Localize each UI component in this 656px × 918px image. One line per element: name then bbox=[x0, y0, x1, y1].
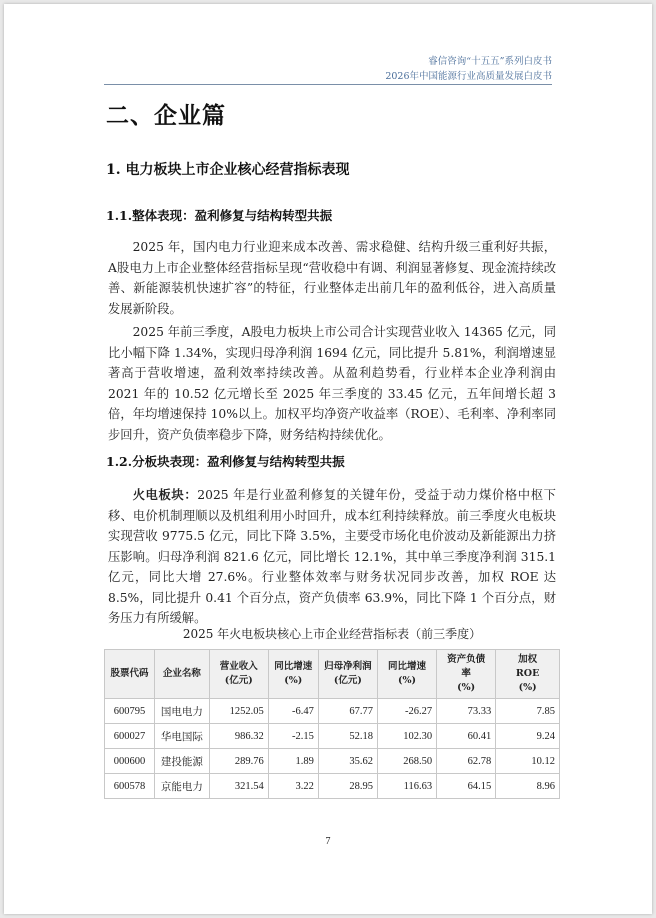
table-cell: 268.50 bbox=[377, 749, 436, 774]
chapter-title: 二、企业篇 bbox=[106, 102, 226, 129]
subsection-heading-2: 1.2.分板块表现：盈利修复与结构转型共振 bbox=[106, 454, 345, 469]
thermal-indicators-table bbox=[104, 649, 560, 799]
paragraph-thermal bbox=[108, 485, 556, 629]
table-cell: 67.77 bbox=[318, 699, 377, 724]
table-header-cell: 股票代码 bbox=[105, 650, 155, 699]
table-cell: -26.27 bbox=[377, 699, 436, 724]
table-header-cell: 同比增速 (%) bbox=[268, 650, 318, 699]
table-body bbox=[105, 699, 560, 799]
table-cell: 3.22 bbox=[268, 774, 318, 799]
table-cell: 8.96 bbox=[496, 774, 560, 799]
header-divider bbox=[104, 84, 552, 85]
subsection-heading-1: 1.1.整体表现：盈利修复与结构转型共振 bbox=[106, 208, 333, 223]
table-row bbox=[105, 749, 560, 774]
table-header-cell: 营业收入 (亿元) bbox=[209, 650, 268, 699]
table-cell: 9.24 bbox=[496, 724, 560, 749]
table-cell: 73.33 bbox=[437, 699, 496, 724]
table-cell: 600795 bbox=[105, 699, 155, 724]
section-heading: 1. 电力板块上市企业核心经营指标表现 bbox=[106, 162, 350, 178]
table-cell: 1252.05 bbox=[209, 699, 268, 724]
table-cell: 62.78 bbox=[437, 749, 496, 774]
table-row bbox=[105, 699, 560, 724]
table-cell: 10.12 bbox=[496, 749, 560, 774]
table-cell: 建投能源 bbox=[155, 749, 210, 774]
thermal-body: 2025 年是行业盈利修复的关键年份，受益于动力煤价格中枢下移、电价机制理顺以及机组利用小时回升，成本红利持续释放。前三季度火电板块实现营收 9775.5 亿元，同比下降 3.5%，主要受市场化电价波动及新能源出力挤压影响。归母净利润 821.6 亿元，同比增长 12.1%，其中单三季度净利润 315.1 亿元，同比大增 27.6%。行业整体效率与财务状况同步改善，加权 ROE 达 8.5%，同比提升 0.41 个百分点，资产负债率 63.9%，同比下降 1 个百分点，财务压力有所缓解。 bbox=[108, 488, 556, 625]
table-cell: -2.15 bbox=[268, 724, 318, 749]
page-number: 7 bbox=[325, 836, 331, 847]
table-cell: 321.54 bbox=[209, 774, 268, 799]
thermal-lead-label: 火电板块： bbox=[132, 487, 198, 502]
table-cell: 116.63 bbox=[377, 774, 436, 799]
table-cell: 000600 bbox=[105, 749, 155, 774]
table-cell: 60.41 bbox=[437, 724, 496, 749]
table-cell: 289.76 bbox=[209, 749, 268, 774]
table-cell: 1.89 bbox=[268, 749, 318, 774]
document-page bbox=[4, 4, 652, 914]
table-cell: 52.18 bbox=[318, 724, 377, 749]
table-header-row bbox=[105, 650, 560, 699]
table-header-cell: 同比增速 (%) bbox=[377, 650, 436, 699]
table-cell: 华电国际 bbox=[155, 724, 210, 749]
header-report-title: 2026年中国能源行业高质量发展白皮书 bbox=[385, 71, 552, 82]
table-cell: 600027 bbox=[105, 724, 155, 749]
paragraph-overall-1: 2025 年，国内电力行业迎来成本改善、需求稳健、结构升级三重利好共振，A股电力上市企业整体经营指标呈现“营收稳中有调、利润显著修复、现金流持续改善、新能源装机快速扩容”的特征，行业整体走出前几年的盈利低谷，进入高质量发展新阶段。 bbox=[108, 240, 556, 316]
table-header-cell: 加权 ROE (%) bbox=[496, 650, 560, 699]
table-cell: 28.95 bbox=[318, 774, 377, 799]
table-header-cell: 资产负债 率 (%) bbox=[437, 650, 496, 699]
table-row bbox=[105, 774, 560, 799]
table-cell: 7.85 bbox=[496, 699, 560, 724]
table-cell: -6.47 bbox=[268, 699, 318, 724]
table-header-cell: 归母净利润 (亿元) bbox=[318, 650, 377, 699]
running-header bbox=[385, 54, 552, 84]
table-caption: 2025 年火电板块核心上市企业经营指标表（前三季度） bbox=[182, 627, 482, 641]
table-row bbox=[105, 724, 560, 749]
table-cell: 京能电力 bbox=[155, 774, 210, 799]
header-series-title: 睿信咨询“十五五”系列白皮书 bbox=[428, 56, 552, 67]
table-cell: 102.30 bbox=[377, 724, 436, 749]
paragraph-overall-2: 2025 年前三季度，A股电力板块上市公司合计实现营业收入 14365 亿元，同比小幅下降 1.34%，实现归母净利润 1694 亿元，同比提升 5.81%，利润增速显著高于营收增速，盈利效率持续改善。从盈利趋势看，行业样本企业净利润由 2021 年的 10.52 亿元增长至 2025 年三季度的 33.45 亿元，五年间增长超 3 倍，年均增速保持 10%以上。加权平均净资产收益率（ROE）、毛利率、净利率同步回升，资产负债率稳步下降，财务结构持续优化。 bbox=[108, 325, 556, 442]
table-cell: 64.15 bbox=[437, 774, 496, 799]
table-cell: 35.62 bbox=[318, 749, 377, 774]
table-header-cell: 企业名称 bbox=[155, 650, 210, 699]
table-cell: 600578 bbox=[105, 774, 155, 799]
table-cell: 国电电力 bbox=[155, 699, 210, 724]
table-cell: 986.32 bbox=[209, 724, 268, 749]
